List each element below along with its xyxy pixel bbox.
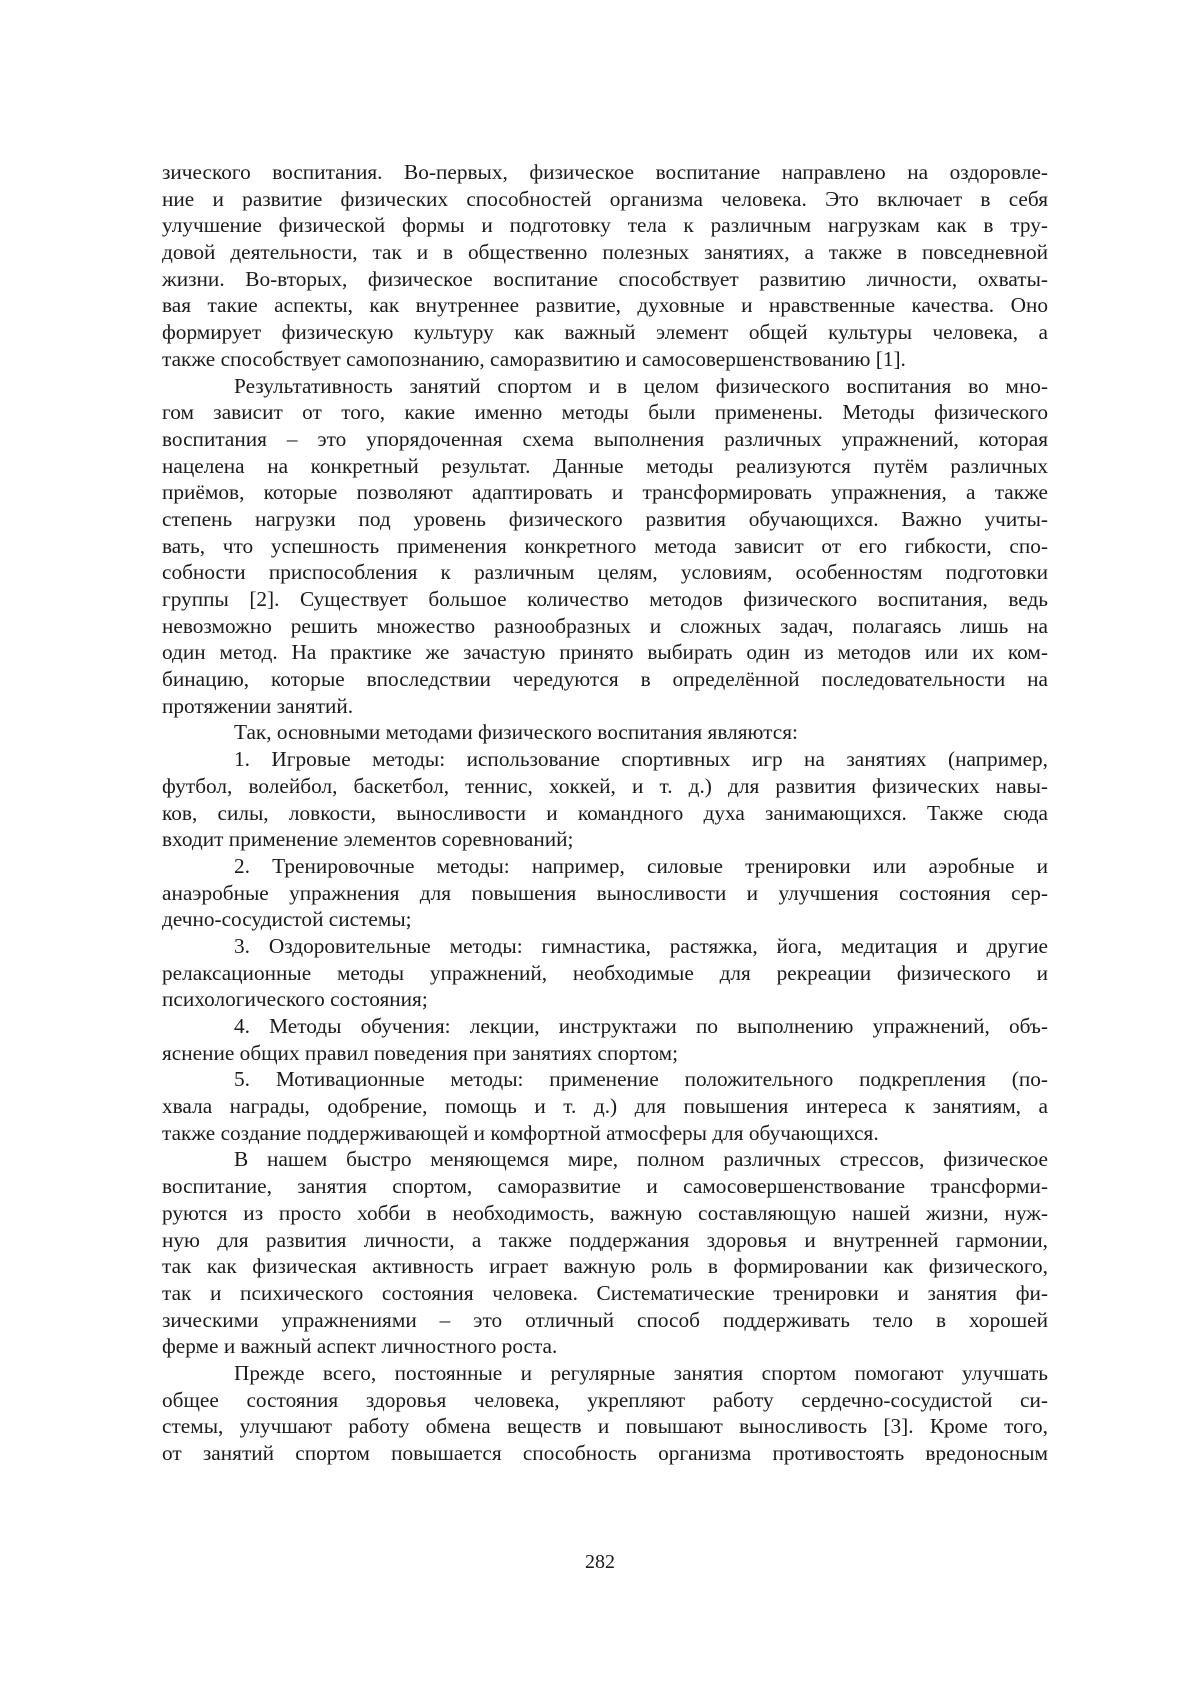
text-line: В нашем быстро меняющемся мире, полном различных стрессов, физическое bbox=[162, 1146, 1048, 1173]
text-line: 2. Тренировочные методы: например, силовые тренировки или аэробные и bbox=[162, 853, 1048, 880]
paragraph bbox=[162, 1146, 1048, 1360]
body-text bbox=[162, 159, 1048, 1467]
text-line: собности приспособления к различным целям, условиям, особенностям подготовки bbox=[162, 559, 1048, 586]
text-line: хвала награды, одобрение, помощь и т. д.) для повышения интереса к занятиям, а bbox=[162, 1093, 1048, 1120]
text-line: входит применение элементов соревнований; bbox=[162, 826, 1048, 853]
text-line: жизни. Во-вторых, физическое воспитание способствует развитию личности, охваты- bbox=[162, 266, 1048, 293]
text-line: нацелена на конкретный результат. Данные методы реализуются путём различных bbox=[162, 453, 1048, 480]
text-line: протяжении занятий. bbox=[162, 693, 1048, 720]
text-line: приёмов, которые позволяют адаптировать и трансформировать упражнения, а также bbox=[162, 479, 1048, 506]
paragraph bbox=[162, 159, 1048, 373]
text-line: Так, основными методами физического воспитания являются: bbox=[162, 719, 1048, 746]
text-line: 5. Мотивационные методы: применение положительного подкрепления (по- bbox=[162, 1066, 1048, 1093]
text-line: футбол, волейбол, баскетбол, теннис, хоккей, и т. д.) для развития физических навы- bbox=[162, 773, 1048, 800]
text-line: также способствует самопознанию, саморазвитию и самосовершенствованию [1]. bbox=[162, 346, 1048, 373]
text-line: общее состояния здоровья человека, укрепляют работу сердечно-сосудистой си- bbox=[162, 1387, 1048, 1414]
text-line: формирует физическую культуру как важный элемент общей культуры человека, а bbox=[162, 319, 1048, 346]
text-line: от занятий спортом повышается способность организма противостоять вредоносным bbox=[162, 1440, 1048, 1467]
page-number: 282 bbox=[0, 1551, 1200, 1574]
text-line: ние и развитие физических способностей организма человека. Это включает в себя bbox=[162, 186, 1048, 213]
text-line: группы [2]. Существует большое количество методов физического воспитания, ведь bbox=[162, 586, 1048, 613]
text-line: дечно-сосудистой системы; bbox=[162, 906, 1048, 933]
text-line: стемы, улучшают работу обмена веществ и повышают выносливость [3]. Кроме того, bbox=[162, 1413, 1048, 1440]
text-line: вать, что успешность применения конкретного метода зависит от его гибкости, спо- bbox=[162, 533, 1048, 560]
text-line: довой деятельности, так и в общественно полезных занятиях, а также в повседневной bbox=[162, 239, 1048, 266]
text-line: степень нагрузки под уровень физического развития обучающихся. Важно учиты- bbox=[162, 506, 1048, 533]
text-line: улучшение физической формы и подготовку тела к различным нагрузкам как в тру- bbox=[162, 212, 1048, 239]
paragraph bbox=[162, 853, 1048, 933]
text-line: зического воспитания. Во-первых, физическое воспитание направлено на оздоровле- bbox=[162, 159, 1048, 186]
paragraph bbox=[162, 1066, 1048, 1146]
text-line: ную для развития личности, а также поддержания здоровья и внутренней гармонии, bbox=[162, 1227, 1048, 1254]
text-line: 4. Методы обучения: лекции, инструктажи по выполнению упражнений, объ- bbox=[162, 1013, 1048, 1040]
paragraph bbox=[162, 1013, 1048, 1066]
text-line: бинацию, которые впоследствии чередуются в определённой последовательности на bbox=[162, 666, 1048, 693]
text-line: яснение общих правил поведения при занятиях спортом; bbox=[162, 1040, 1048, 1067]
text-line: Прежде всего, постоянные и регулярные занятия спортом помогают улучшать bbox=[162, 1360, 1048, 1387]
text-line: релаксационные методы упражнений, необходимые для рекреации физического и bbox=[162, 960, 1048, 987]
paragraph bbox=[162, 933, 1048, 1013]
text-line: так как физическая активность играет важную роль в формировании как физического, bbox=[162, 1253, 1048, 1280]
text-line: анаэробные упражнения для повышения выносливости и улучшения состояния сер- bbox=[162, 880, 1048, 907]
paragraph bbox=[162, 746, 1048, 853]
text-line: Результативность занятий спортом и в целом физического воспитания во мно- bbox=[162, 373, 1048, 400]
text-line: зическими упражнениями – это отличный способ поддерживать тело в хорошей bbox=[162, 1307, 1048, 1334]
paragraph bbox=[162, 1360, 1048, 1467]
text-line: вая такие аспекты, как внутреннее развитие, духовные и нравственные качества. Оно bbox=[162, 292, 1048, 319]
text-line: психологического состояния; bbox=[162, 986, 1048, 1013]
text-line: один метод. На практике же зачастую принято выбирать один из методов или их ком- bbox=[162, 639, 1048, 666]
document-page bbox=[0, 0, 1200, 1698]
text-line: 1. Игровые методы: использование спортивных игр на занятиях (например, bbox=[162, 746, 1048, 773]
text-line: руются из просто хобби в необходимость, важную составляющую нашей жизни, нуж- bbox=[162, 1200, 1048, 1227]
text-line: воспитания – это упорядоченная схема выполнения различных упражнений, которая bbox=[162, 426, 1048, 453]
text-line: так и психического состояния человека. Систематические тренировки и занятия фи- bbox=[162, 1280, 1048, 1307]
text-line: гом зависит от того, какие именно методы были применены. Методы физического bbox=[162, 399, 1048, 426]
text-line: 3. Оздоровительные методы: гимнастика, растяжка, йога, медитация и другие bbox=[162, 933, 1048, 960]
text-line: ферме и важный аспект личностного роста. bbox=[162, 1333, 1048, 1360]
text-line: также создание поддерживающей и комфортной атмосферы для обучающихся. bbox=[162, 1120, 1048, 1147]
paragraph bbox=[162, 373, 1048, 720]
text-line: ков, силы, ловкости, выносливости и командного духа занимающихся. Также сюда bbox=[162, 800, 1048, 827]
paragraph bbox=[162, 719, 1048, 746]
text-line: воспитание, занятия спортом, саморазвитие и самосовершенствование трансформи- bbox=[162, 1173, 1048, 1200]
text-line: невозможно решить множество разнообразных и сложных задач, полагаясь лишь на bbox=[162, 613, 1048, 640]
